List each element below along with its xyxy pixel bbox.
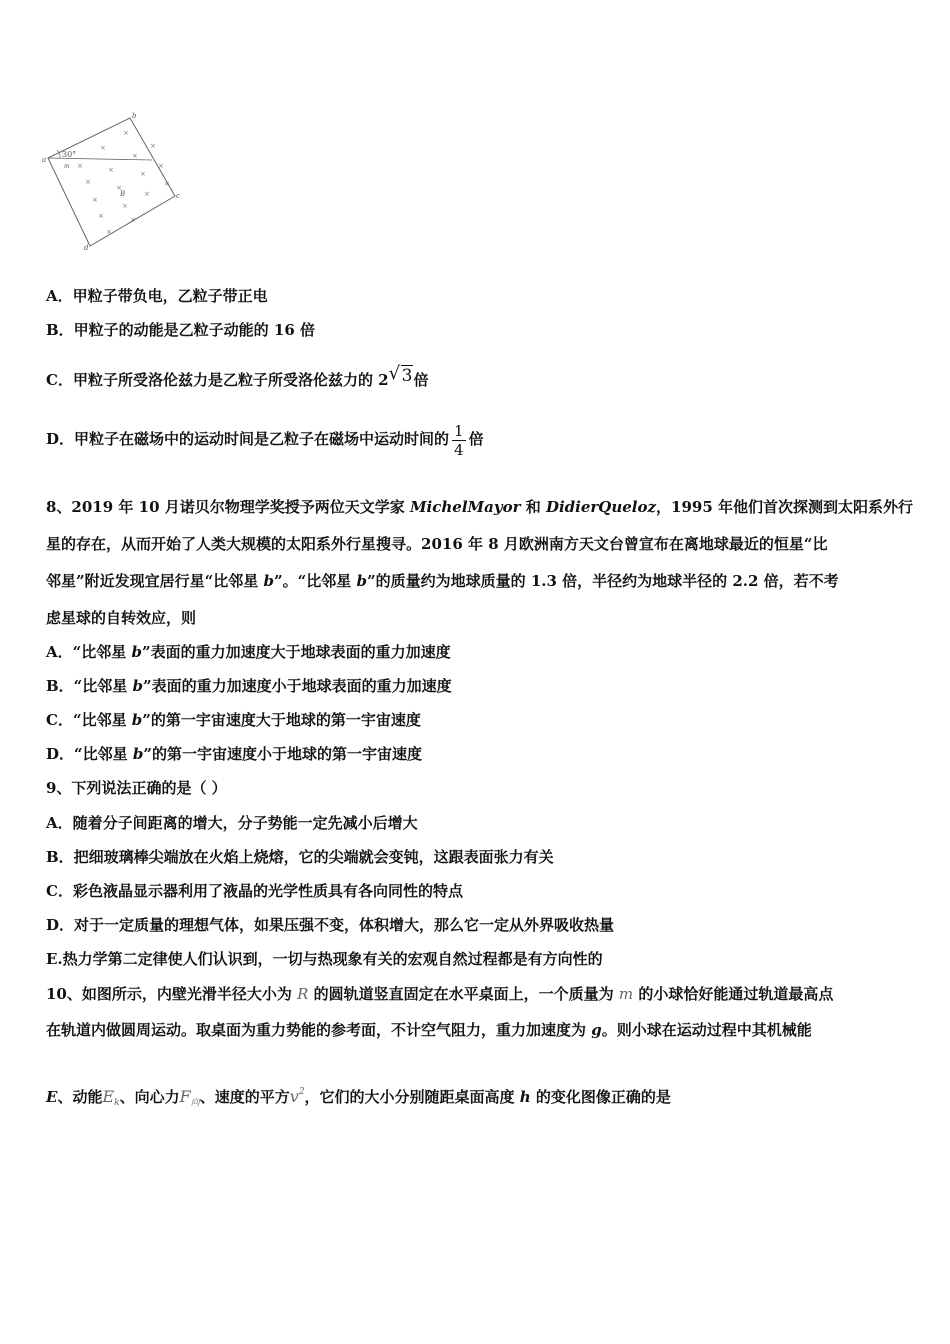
q8-stem-line3: 邻星”附近发现宜居行星“比邻星 b”。“比邻星 b”的质量约为地球质量的 1.3 倍，半径约为地球半径的 2.2 倍，若不考: [46, 572, 839, 590]
svg-text:×: ×: [100, 144, 106, 152]
angle-arc: [57, 150, 60, 158]
label-m: m: [64, 163, 70, 170]
svg-text:×: ×: [140, 170, 146, 178]
svg-text:×: ×: [164, 180, 170, 188]
q9-option-c: C．彩色液晶显示器利用了液晶的光学性质具有各向同性的特点: [46, 882, 463, 900]
svg-text:×: ×: [108, 166, 114, 174]
q8-stem-line2: 星的存在，从而开始了人类大规模的太阳系外行星搜寻。2016 年 8 月欧洲南方天文台曾宣布在离地球最近的恒星“比: [46, 535, 828, 553]
svg-text:×: ×: [132, 152, 138, 160]
svg-text:×: ×: [130, 216, 136, 224]
fraction-one-quarter: $\frac{1}{4}$: [454, 421, 464, 459]
q8-stem-line4: 虑星球的自转效应，则: [46, 609, 197, 627]
sqrt-3: √ 3: [388, 363, 413, 386]
label-a: a: [42, 156, 47, 164]
label-B: B: [120, 190, 126, 198]
svg-text:×: ×: [150, 142, 156, 150]
field-boundary: [48, 118, 175, 246]
q7-option-d: D．甲粒子在磁场中的运动时间是乙粒子在磁场中运动时间的 $\frac{1}{4}$ 倍: [46, 421, 484, 459]
label-angle: 30°: [62, 150, 77, 159]
magnetic-field-diagram: [40, 110, 190, 255]
label-b: b: [132, 112, 137, 120]
q9-option-a: A．随着分子间距离的增大，分子势能一定先减小后增大: [46, 814, 418, 832]
svg-text:×: ×: [85, 178, 91, 186]
svg-text:×: ×: [123, 129, 129, 137]
svg-text:×: ×: [116, 184, 122, 192]
q7-option-a: A．甲粒子带负电，乙粒子带正电: [46, 287, 268, 305]
q9-option-b: B．把细玻璃棒尖端放在火焰上烧熔，它的尖端就会变钝，这跟表面张力有关: [46, 848, 554, 866]
q7-option-b: B．甲粒子的动能是乙粒子动能的 16 倍: [46, 321, 315, 339]
svg-text:×: ×: [122, 202, 128, 210]
label-c: c: [176, 192, 180, 200]
svg-text:×: ×: [77, 162, 83, 170]
svg-text:×: ×: [144, 190, 150, 198]
q10-stem-line1: 10、如图所示，内壁光滑半径大小为 R 的圆轨道竖直固定在水平桌面上，一个质量为 m 的小球恰好能通过轨道最高点: [46, 985, 834, 1003]
q8-stem-line1: 8、2019 年 10 月诺贝尔物理学奖授予两位天文学家 MichelMayor 和 DidierQueloz，1995 年他们首次探测到太阳系外行: [46, 498, 913, 516]
q8-option-c: C．“比邻星 b”的第一宇宙速度大于地球的第一宇宙速度: [46, 711, 421, 729]
svg-text:×: ×: [158, 162, 164, 170]
q9-stem: 9、下列说法正确的是（ ）: [46, 779, 227, 797]
q9-option-d: D．对于一定质量的理想气体，如果压强不变，体积增大，那么它一定从外界吸收热量: [46, 916, 615, 934]
q10-stem-line2: 在轨道内做圆周运动。取桌面为重力势能的参考面，不计空气阻力，重力加速度为 g。则小球在运动过程中其机械能: [46, 1021, 812, 1039]
q9-option-e: E.热力学第二定律使人们认识到，一切与热现象有关的宏观自然过程都是有方向性的: [46, 950, 603, 968]
q8-option-a: A．“比邻星 b”表面的重力加速度大于地球表面的重力加速度: [46, 643, 451, 661]
svg-text:×: ×: [92, 196, 98, 204]
q8-option-d: D．“比邻星 b”的第一宇宙速度小于地球的第一宇宙速度: [46, 745, 422, 763]
q10-stem-line3: E、动能$E_k$、向心力$F_向$、速度的平方$v^2$，它们的大小分别随距桌面高度 h 的变化图像正确的是: [46, 1087, 671, 1108]
svg-text:×: ×: [106, 228, 112, 236]
q7-option-c: C．甲粒子所受洛伦兹力是乙粒子所受洛伦兹力的 2 √ 3倍: [46, 363, 429, 389]
q8-option-b: B．“比邻星 b”表面的重力加速度小于地球表面的重力加速度: [46, 677, 452, 695]
svg-text:×: ×: [98, 212, 104, 220]
label-d: d: [84, 244, 89, 252]
